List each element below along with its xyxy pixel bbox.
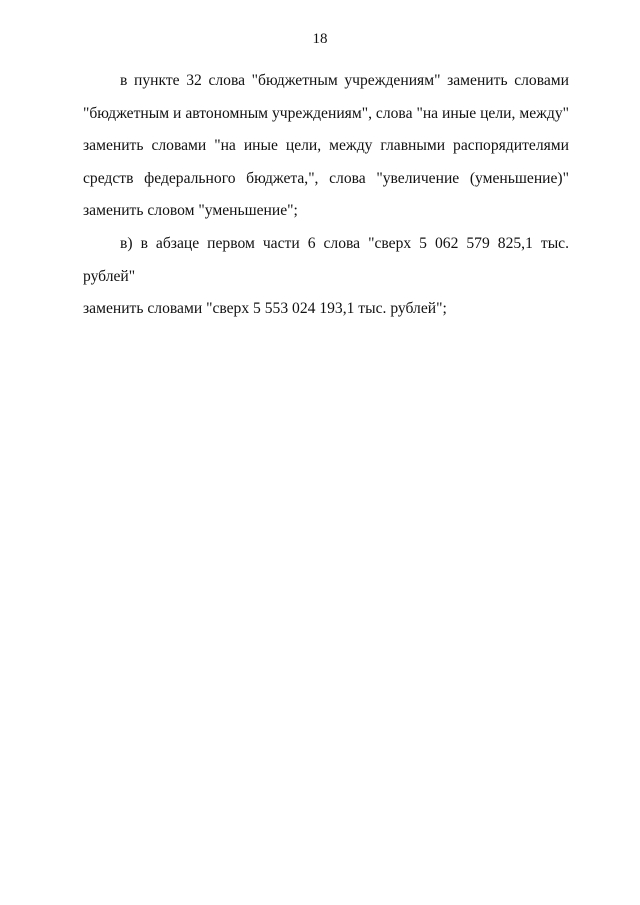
- paragraph-line: заменить словами "на иные цели, между главными распорядителями: [83, 137, 569, 155]
- page-number: 18: [312, 31, 328, 47]
- paragraph-line: средств федерального бюджета,", слова "увеличение (уменьшение)": [83, 169, 569, 187]
- paragraph-line: "бюджетным и автономным учреждениям", слова "на иные цели, между": [83, 104, 569, 122]
- document-body: [83, 65, 569, 326]
- paragraph-line: в) в абзаце первом части 6 слова "сверх 5 062 579 825,1 тыс. рублей": [83, 234, 569, 285]
- paragraph-line: заменить словами "сверх 5 553 024 193,1 тыс. рублей";: [83, 300, 447, 318]
- paragraph-line: заменить словом "уменьшение";: [83, 202, 298, 220]
- paragraph-line: в пункте 32 слова "бюджетным учреждениям" заменить словами: [120, 72, 569, 89]
